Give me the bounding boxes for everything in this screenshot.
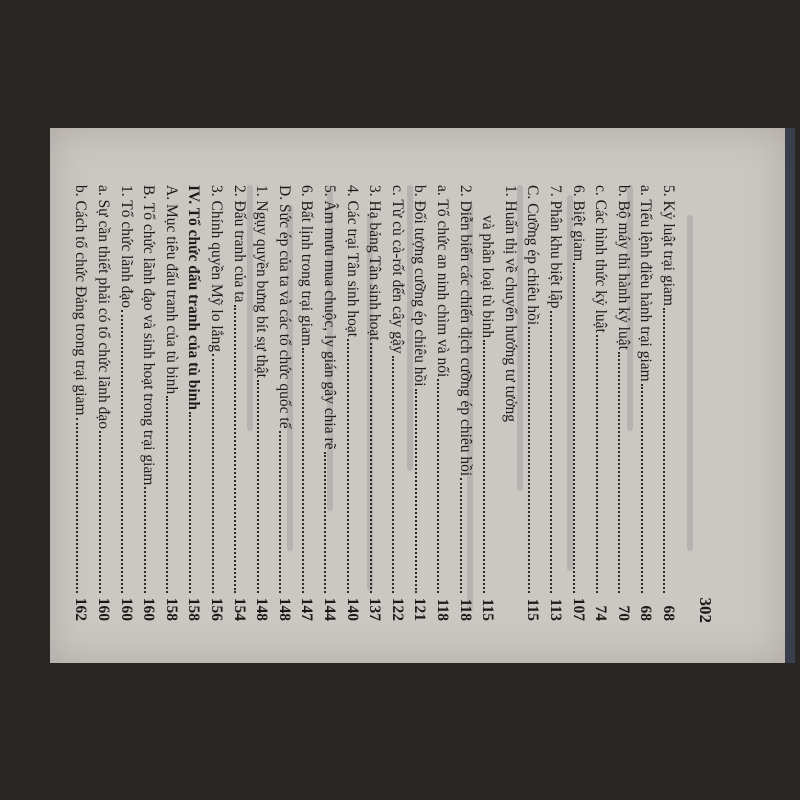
dot-leader <box>324 451 326 592</box>
toc-entry <box>72 185 95 621</box>
toc-entry-page: 160 <box>139 597 157 621</box>
toc-entry-page: 115 <box>523 598 541 621</box>
toc-entry-page: 154 <box>230 597 248 621</box>
dot-leader <box>414 388 416 592</box>
toc-entry-page: 144 <box>320 597 338 621</box>
toc-entry <box>411 185 434 621</box>
dot-leader <box>256 379 258 592</box>
toc-entry <box>366 185 389 621</box>
dot-leader <box>143 487 145 593</box>
dot-leader <box>573 263 575 593</box>
toc-entry-title: a. Tiểu lệnh điều hành trại giam <box>636 184 654 382</box>
toc-entry <box>185 185 208 621</box>
toc-entry <box>479 185 502 621</box>
dot-leader <box>550 310 552 592</box>
table-of-contents <box>71 161 723 631</box>
toc-entry-title: 1. Tổ chức lãnh đạo <box>117 184 135 308</box>
toc-entry <box>457 185 480 621</box>
toc-entry-title: 4. Các trại Tân sinh hoạt <box>343 184 361 337</box>
toc-entry-page: 121 <box>410 597 428 621</box>
toc-entry-title: A. Mục tiêu đấu tranh của tù binh <box>162 184 180 394</box>
toc-entry-title: a. Tổ chức an ninh chìm và nổi <box>433 184 451 377</box>
toc-entry <box>592 185 615 621</box>
toc-entry-title: 6. Bất lịnh trong trại giam <box>297 184 315 346</box>
dot-leader <box>166 396 168 593</box>
toc-entry <box>163 185 186 621</box>
toc-entry <box>276 185 299 621</box>
toc-entry-title: IV. Tổ chức đấu tranh của tù binh <box>184 184 202 410</box>
dot-leader <box>482 340 484 593</box>
toc-entry-title: C. Cưỡng ép chiêu hồi <box>523 184 541 325</box>
toc-entry-title: a. Sự cần thiết phải có tổ chức lãnh đạo <box>94 184 112 429</box>
toc-entry-page: 107 <box>569 597 587 621</box>
toc-entry <box>298 185 321 621</box>
toc-entry <box>95 185 118 621</box>
page-number: 302 <box>695 597 715 623</box>
dot-leader <box>618 351 620 592</box>
toc-entry-title: 5. Kỷ luật trại giam <box>659 184 677 306</box>
toc-entry-page: 148 <box>252 597 270 621</box>
toc-entry-page: 156 <box>207 597 225 621</box>
dot-leader <box>188 411 190 592</box>
toc-entry-page: 68 <box>636 605 654 621</box>
dot-leader <box>460 478 462 593</box>
toc-entry-page: 122 <box>388 597 406 621</box>
toc-entry <box>524 185 547 621</box>
toc-entry-page: 113 <box>546 598 564 621</box>
toc-list <box>72 185 682 621</box>
toc-entry-page: 148 <box>275 597 293 621</box>
toc-entry-title: 7. Phân khu biệt lập <box>546 184 564 309</box>
toc-entry <box>547 185 570 621</box>
toc-entry-page: 68 <box>659 605 677 621</box>
toc-entry <box>389 185 412 621</box>
toc-entry <box>118 185 141 621</box>
dot-leader <box>75 417 77 592</box>
dot-leader <box>211 354 213 593</box>
book-page <box>50 128 795 663</box>
dot-leader <box>437 379 439 593</box>
toc-entry-page: 158 <box>162 597 180 621</box>
dot-leader <box>392 355 394 592</box>
toc-entry-page: 115 <box>478 598 496 621</box>
toc-entry <box>344 185 367 621</box>
toc-entry <box>434 185 457 621</box>
toc-entry-title: và phân loại tù binh <box>478 214 496 338</box>
toc-entry-title: b. Bộ máy thi hành kỷ luật <box>614 184 632 350</box>
toc-entry <box>660 185 683 621</box>
dot-leader <box>234 304 236 593</box>
dot-leader <box>640 383 642 592</box>
toc-entry-page: 74 <box>591 605 609 621</box>
dot-leader <box>663 307 665 592</box>
dot-leader <box>98 431 100 593</box>
toc-entry-page: 162 <box>71 597 89 621</box>
toc-entry <box>615 185 638 621</box>
toc-entry <box>637 185 660 621</box>
toc-entry-title: b. Đối tượng cưỡng ép chiêu hồi <box>410 184 428 387</box>
toc-entry-page: 160 <box>94 597 112 621</box>
toc-entry-title: b. Cách tổ chức Đảng trong trại giam <box>71 184 89 416</box>
toc-entry-page: 70 <box>614 605 632 621</box>
toc-entry-page: 160 <box>117 597 135 621</box>
toc-entry-page: 118 <box>433 598 451 621</box>
dot-leader <box>121 310 123 593</box>
toc-entry-title: 2. Diễn biến các chiến dịch cưỡng ép chiêu hồi <box>456 184 474 476</box>
toc-entry <box>321 185 344 621</box>
toc-entry-title: 1. Ngụy quyền bưng bít sự thật <box>252 184 270 378</box>
toc-entry-page: 118 <box>456 598 474 621</box>
toc-entry <box>253 185 276 621</box>
toc-entry-title: 3. Chính quyền Mỹ lo lắng <box>207 184 225 352</box>
toc-entry-title: B. Tổ chức lãnh đạo và sinh hoạt trong trại giam <box>139 184 157 485</box>
dot-leader <box>279 430 281 592</box>
toc-entry-title: c. Từ cù cà-rốt đến cây gậy <box>388 184 406 354</box>
toc-entry-title: D. Sức ép của ta và các tổ chức quốc tế <box>275 184 293 429</box>
toc-entry-page: 137 <box>365 597 383 621</box>
toc-entry-page: 147 <box>297 597 315 621</box>
toc-entry-title: 5. Âm mưu mua chuộc, ly gián gây chia rẽ <box>320 184 338 450</box>
toc-entry-title: 6. Biệt giam <box>569 184 587 261</box>
toc-entry-title: c. Các hình thức kỷ luật <box>591 184 609 333</box>
toc-entry <box>208 185 231 621</box>
toc-entry <box>140 185 163 621</box>
toc-entry <box>570 185 593 621</box>
toc-entry-title: 3. Hạ bảng Tân sinh hoạt <box>365 184 383 341</box>
dot-leader <box>595 334 597 592</box>
dot-leader <box>369 342 371 592</box>
dot-leader <box>347 339 349 593</box>
dot-leader <box>527 327 529 593</box>
toc-entry-title: 1. Huấn thị về chuyển hướng tư tưởng <box>501 184 519 422</box>
dot-leader <box>301 348 303 593</box>
toc-entry-page: 158 <box>184 597 202 621</box>
toc-entry <box>502 185 525 621</box>
toc-entry-page: 140 <box>343 597 361 621</box>
toc-entry <box>231 185 254 621</box>
toc-entry-title: 2. Đấu tranh của ta <box>230 184 248 302</box>
